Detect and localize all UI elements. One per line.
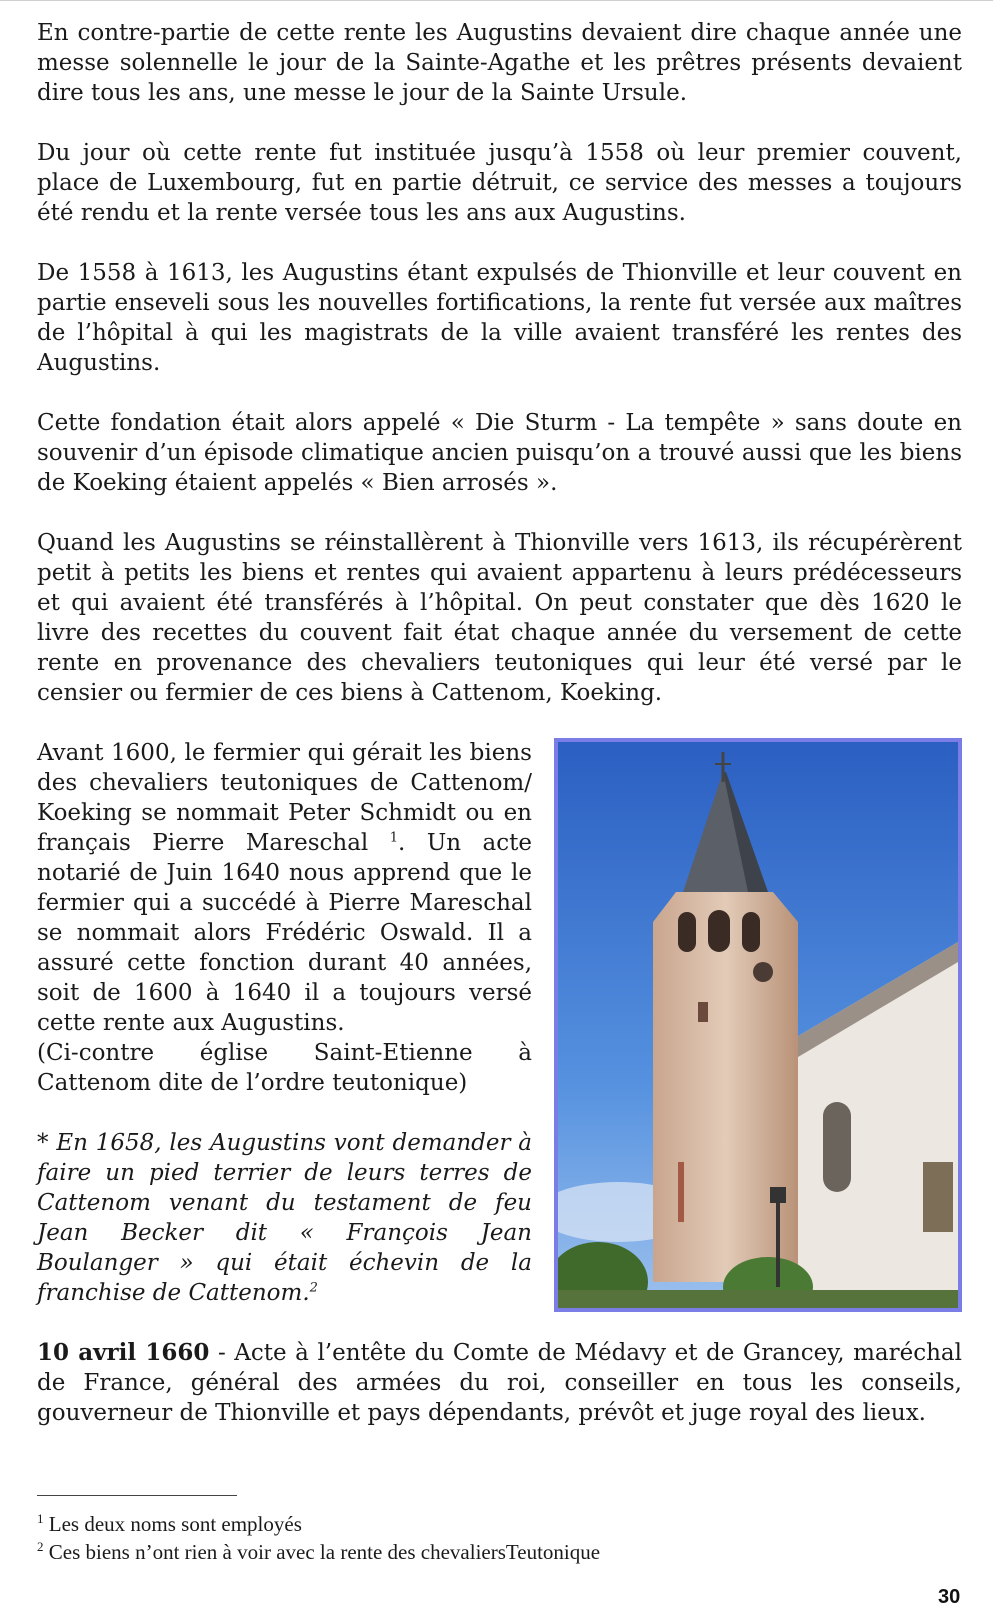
page-number: 30 (938, 1586, 961, 1608)
footnotes (37, 1510, 937, 1566)
church-illustration (558, 742, 958, 1308)
church-photo (554, 738, 962, 1312)
footnote-separator (37, 1495, 237, 1496)
footnote-ref-2[interactable]: 2 (309, 1280, 318, 1296)
footnote-1 (37, 1510, 937, 1538)
date-heading: 10 avril 1660 (37, 1339, 210, 1366)
paragraph-1: En contre-partie de cette rente les Augustins devaient dire chaque année une messe solennelle le jour de la Sainte-Agathe et les prêtres présents devaient dire tous les ans, une messe le jour de la Sainte Ursule. (37, 20, 962, 106)
paragraph-6-text: Avant 1600, le fermier qui gérait les biens des chevaliers teutoniques de Cattenom/ Koeking se nommait Peter Schmidt ou en français Pierre Mareschal (37, 740, 532, 856)
paragraph-3: De 1558 à 1613, les Augustins étant expulsés de Thionville et leur couvent en partie enseveli sous les nouvelles fortifications, la rente fut versée aux maîtres de l’hôpital à qui les magistrats de la ville avaient transféré les rentes des Augustins. (37, 260, 962, 376)
footnote-2 (37, 1538, 937, 1566)
paragraph-8 (37, 1338, 962, 1428)
footnote-number: 1 (37, 1511, 44, 1526)
paragraph-7-text: * En 1658, les Augustins vont demander à faire un pied terrier de leurs terres de Cattenom venant du testament de feu Jean Becker dit « François Jean Boulanger » qui était échevin de la franchise de Cattenom. (37, 1130, 532, 1306)
page-body (37, 18, 962, 1458)
top-rule (0, 0, 993, 1)
paragraph-2: Du jour où cette rente fut instituée jusqu’à 1558 où leur premier couvent, place de Luxembourg, fut en partie détruit, ce service des messes a toujours été rendu et la rente versée tous les ans aux Augustins. (37, 140, 962, 226)
footnote-number: 2 (37, 1539, 44, 1554)
paragraph-6-text-cont: . Un acte notarié de Juin 1640 nous apprend que le fermier qui a succédé à Pierre Mareschal se nommait alors Frédéric Oswald. Il a assuré cette fonction durant 40 années, soit de 1600 à 1640 il a toujours versé cette rente aux Augustins. (37, 830, 532, 1036)
footnote-ref-1[interactable]: 1 (389, 830, 399, 846)
footnote-text: Les deux noms sont employés (43, 1512, 302, 1536)
paragraph-4: Cette fondation était alors appelé « Die Sturm - La tempête » sans doute en souvenir d’un épisode climatique ancien puisqu’on a trouvé aussi que les biens de Koeking étaient appelés « Bien arrosés ». (37, 410, 962, 496)
photo-caption: (Ci-contre église Saint-Etienne à Cattenom dite de l’ordre teutonique) (37, 1040, 532, 1096)
footnote-text: Ces biens n’ont rien à voir avec la rente des chevaliersTeutonique (43, 1540, 601, 1564)
paragraph-5: Quand les Augustins se réinstallèrent à Thionville vers 1613, ils récupérèrent petit à petits les biens et rentes qui avaient appartenu à leurs prédécesseurs et qui avaient été transférés à l’hôpital. On peut constater que dès 1620 le livre des recettes du couvent fait état chaque année du versement de cette rente en provenance des chevaliers teutoniques qui leur été versé par le censier ou fermier de ces biens à Cattenom, Koeking. (37, 530, 962, 706)
paragraph-8-text: - Acte à l’entête du Comte de Médavy et de Grancey, maréchal de France, général des armées du roi, conseiller en tous les conseils, gouverneur de Thionville et pays dépendants, prévôt et juge royal des lieux. (37, 1340, 962, 1426)
